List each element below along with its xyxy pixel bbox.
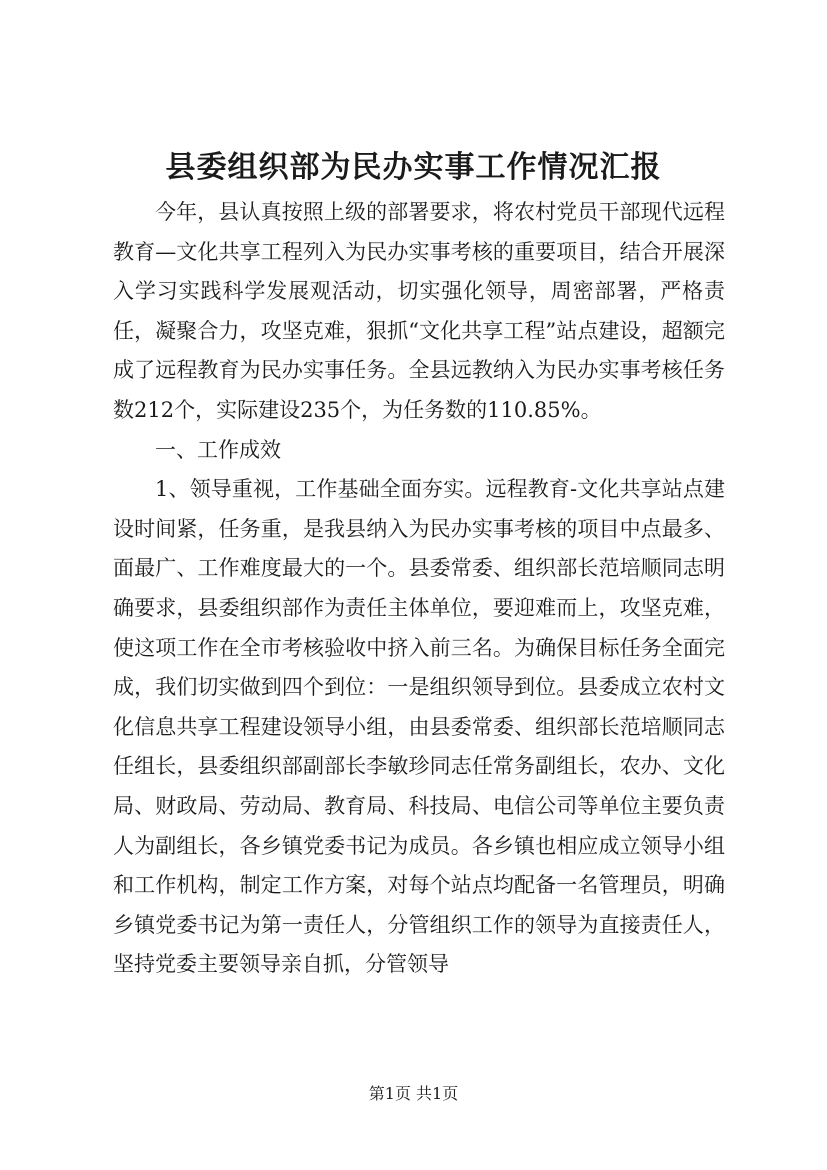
paragraph-intro: 今年，县认真按照上级的部署要求，将农村党员干部现代远程教育—文化共享工程列入为民办实事考核的重要项目，结合开展深入学习实践科学发展观活动，切实强化领导，周密部署，严格责任，凝聚合力，攻坚克难，狠抓“文化共享工程”站点建设，超额完成了远程教育为民办实事任务。全县远教纳入为民办实事考核任务数212个，实际建设235个，为任务数的110.85%。 bbox=[113, 200, 725, 422]
paragraph-leadership: 1、领导重视，工作基础全面夯实。远程教育-文化共享站点建设时间紧，任务重，是我县纳入为民办实事考核的项目中点最多、面最广、工作难度最大的一个。县委常委、组织部长范培顺同志明确要求，县委组织部作为责任主体单位，要迎难而上，攻坚克难，使这项工作在全市考核验收中挤入前三名。为确保目标任务全面完成，我们切实做到四个到位：一是组织领导到位。县委成立农村文化信息共享工程建设领导小组，由县委常委、组织部长范培顺同志任组长，县委组织部副部长李敏珍同志任常务副组长，农办、文化局、财政局、劳动局、教育局、科技局、电信公司等单位主要负责人为副组长，各乡镇党委书记为成员。各乡镇也相应成立领导小组和工作机构，制定工作方案，对每个站点均配备一名管理员，明确乡镇党委书记为第一责任人，分管组织工作的领导为直接责任人，坚持党委主要领导亲自抓，分管领导 bbox=[113, 477, 725, 977]
section-heading-achievements: 一、工作成效 bbox=[155, 437, 281, 462]
document-title: 县委组织部为民办实事工作情况汇报 bbox=[165, 150, 662, 185]
document-body bbox=[113, 193, 725, 985]
page-number-footer: 第1页 共1页 bbox=[368, 1084, 459, 1103]
